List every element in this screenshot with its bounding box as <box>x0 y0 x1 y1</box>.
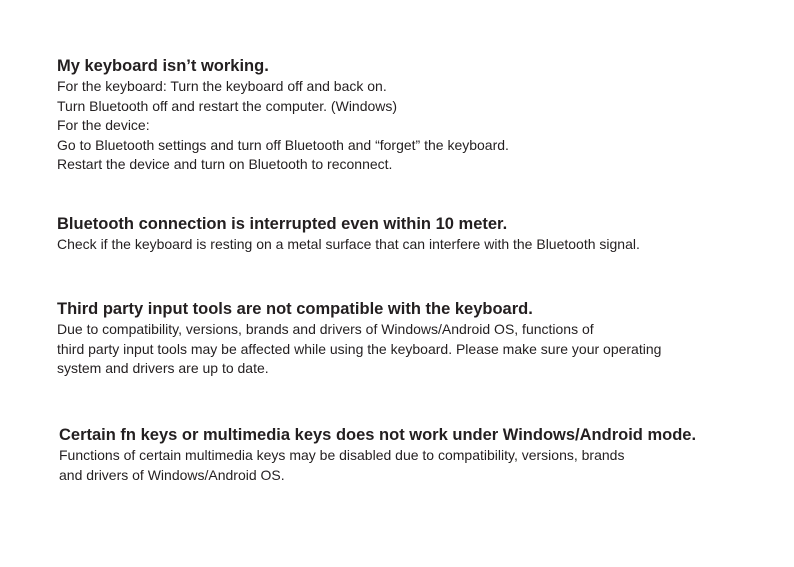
faq-line: Functions of certain multimedia keys may be disabled due to compatibility, versions, brands <box>59 447 625 463</box>
faq-heading: Certain fn keys or multimedia keys does not work under Windows/Android mode. <box>59 426 697 444</box>
faq-line: For the device: <box>57 117 150 133</box>
faq-fn-multimedia-keys <box>59 425 764 485</box>
faq-line: Go to Bluetooth settings and turn off Bluetooth and “forget” the keyboard. <box>57 136 509 153</box>
faq-keyboard-not-working <box>57 56 764 175</box>
faq-bluetooth-interrupted <box>57 214 764 255</box>
faq-line: Restart the device and turn on Bluetooth to reconnect. <box>57 156 393 172</box>
faq-line: Check if the keyboard is resting on a metal surface that can interfere with the Bluetooth signal. <box>57 236 640 252</box>
faq-line: Due to compatibility, versions, brands and drivers of Windows/Android OS, functions of <box>57 321 594 337</box>
faq-line: system and drivers are up to date. <box>57 360 269 376</box>
faq-line: and drivers of Windows/Android OS. <box>59 466 285 483</box>
faq-heading: Bluetooth connection is interrupted even within 10 meter. <box>57 215 508 233</box>
faq-line: For the keyboard: Turn the keyboard off and back on. <box>57 78 387 94</box>
faq-heading: Third party input tools are not compatible with the keyboard. <box>57 300 533 318</box>
faq-line: third party input tools may be affected while using the keyboard. Please make sure your operating <box>57 340 662 357</box>
faq-heading: My keyboard isn’t working. <box>57 57 269 75</box>
faq-line: Turn Bluetooth off and restart the computer. (Windows) <box>57 97 398 114</box>
faq-third-party-tools <box>57 299 764 379</box>
